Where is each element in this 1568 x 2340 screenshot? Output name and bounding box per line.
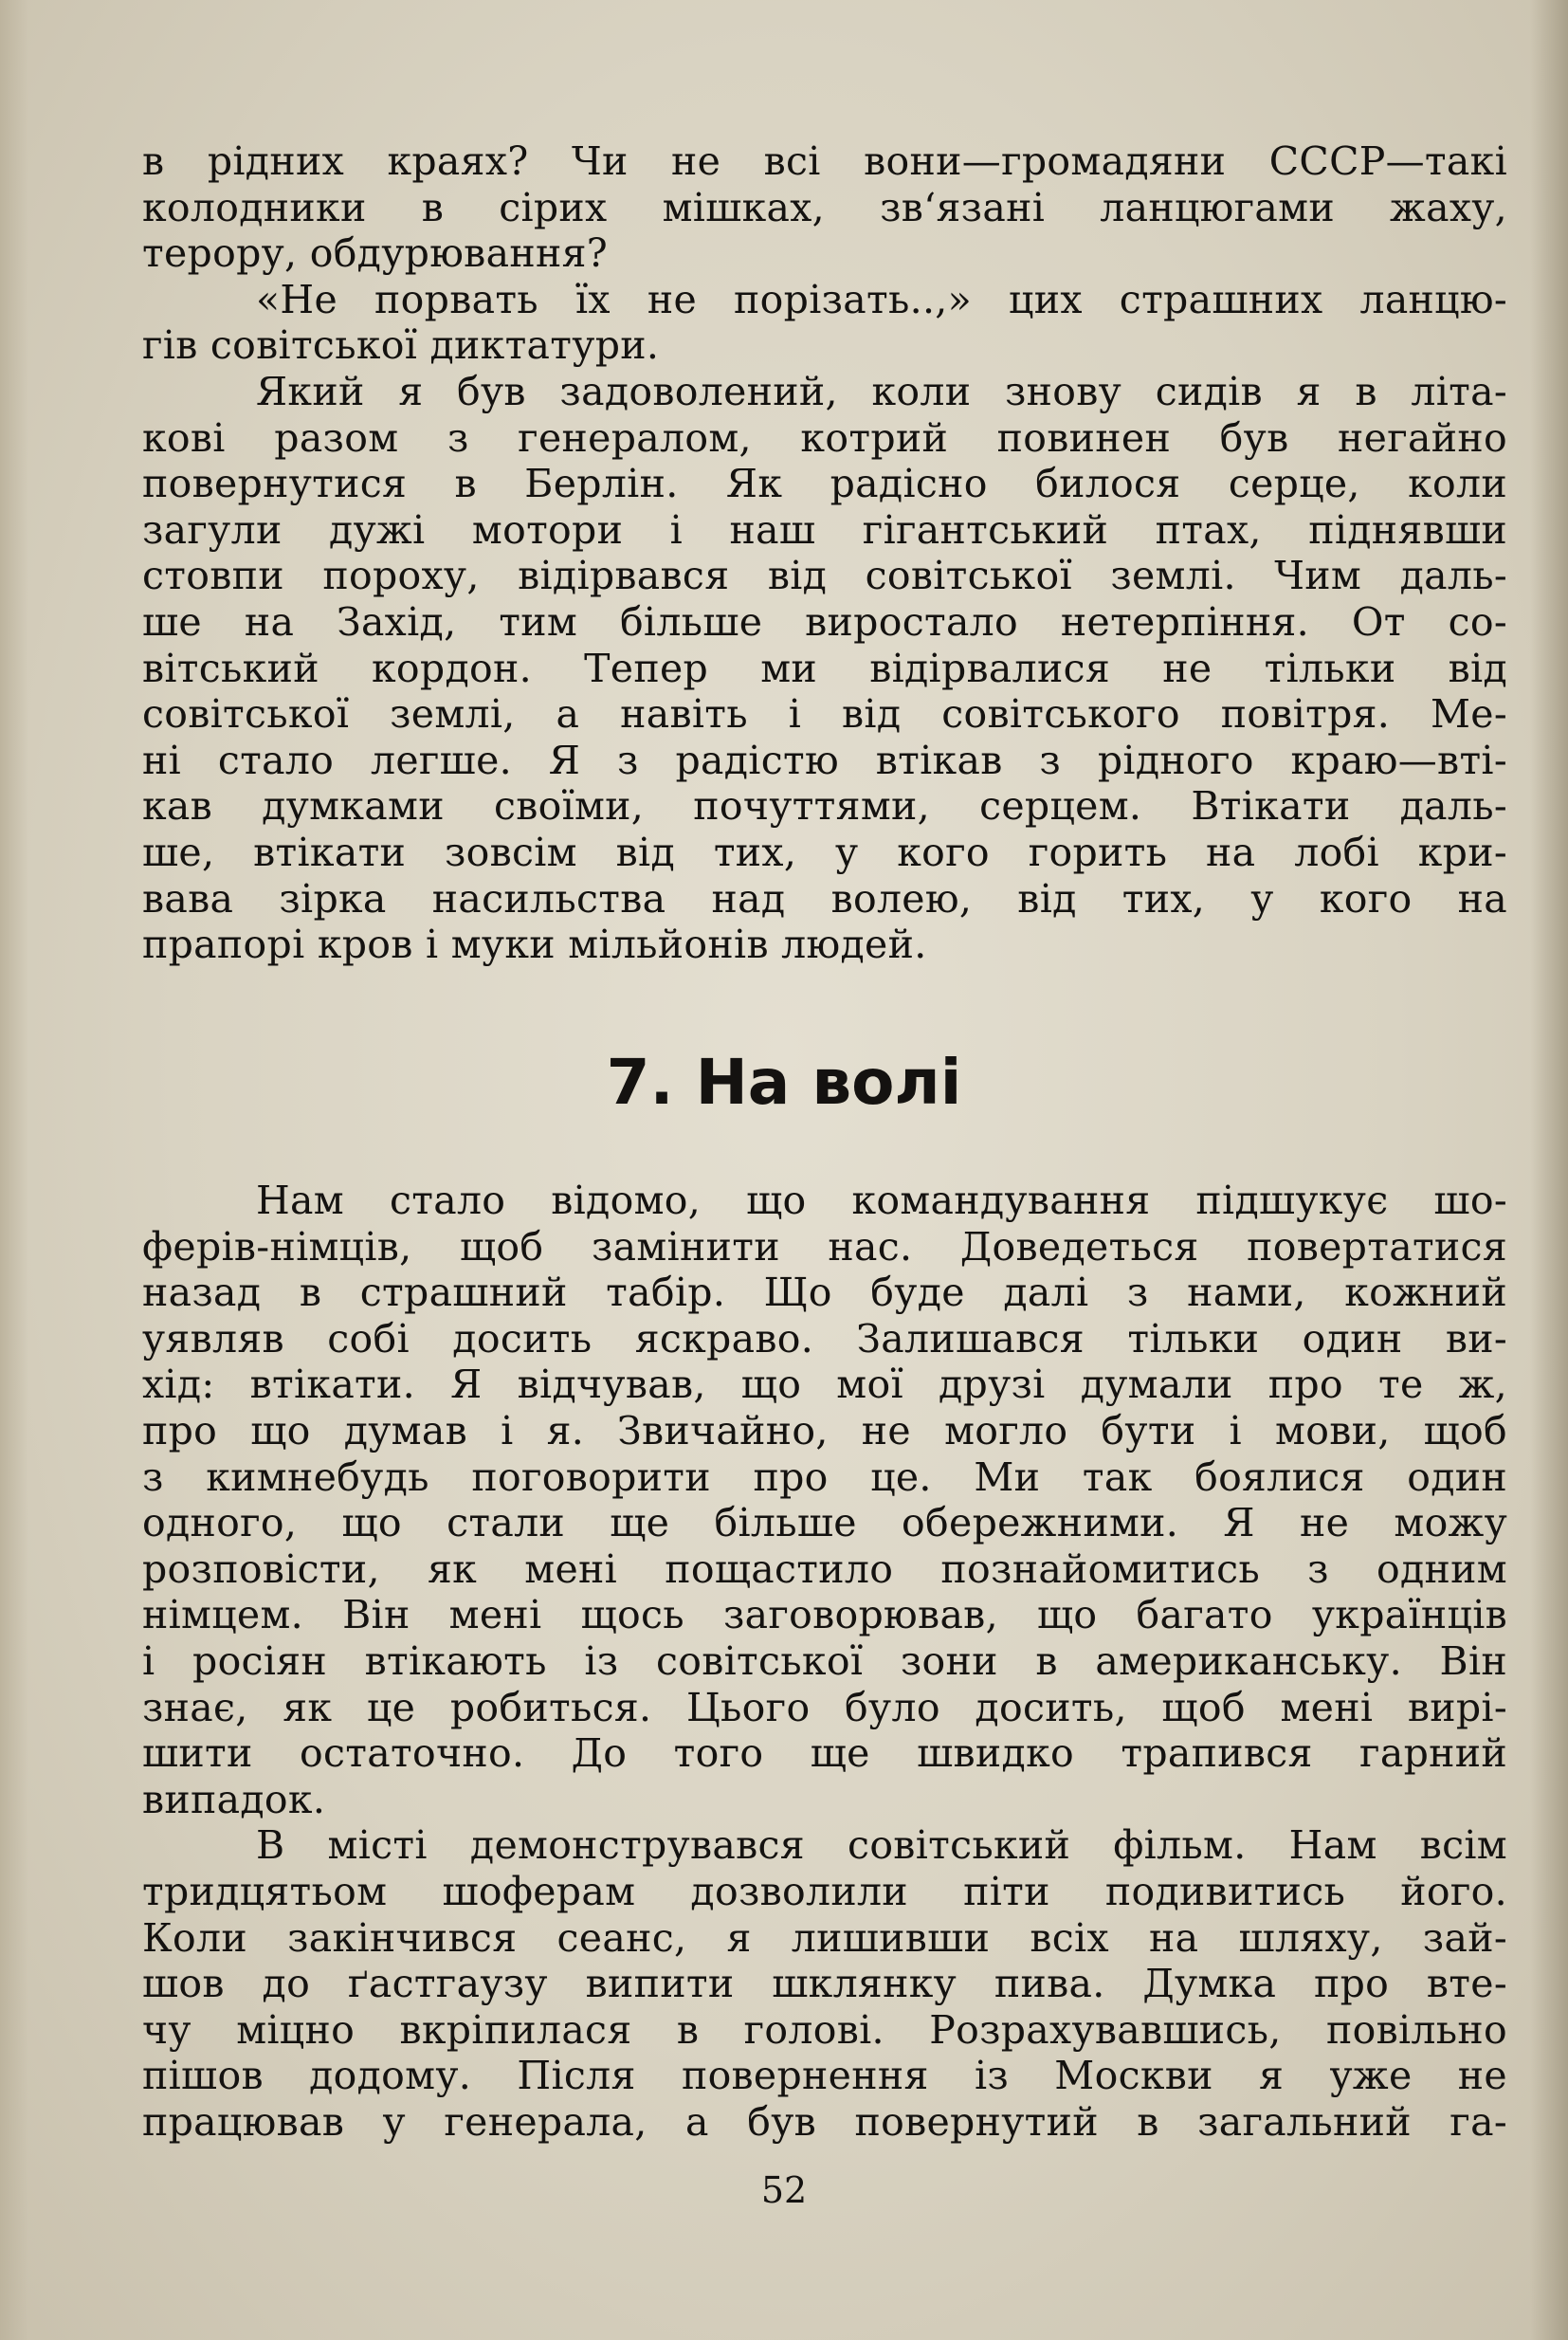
text-line: вава зірка насильства над волею, від тих, у кого на bbox=[142, 875, 1507, 922]
text-line: совітської землі, а навіть і від совітського повітря. Ме- bbox=[142, 691, 1507, 738]
text-line: ні стало легше. Я з радістю втікав з рідного краю—вті- bbox=[142, 737, 1507, 783]
text-line: випадок. bbox=[142, 1776, 326, 1822]
text-line: розповісти, як мені пощастило познайомитись з одним bbox=[142, 1545, 1507, 1592]
text-line: хід: втікати. Я відчував, що мої друзі думали про те ж, bbox=[142, 1362, 1507, 1408]
text-line: ше, втікати зовсім від тих, у кого горить на лобі кри- bbox=[142, 829, 1507, 875]
text-line: і росіян втікають із совітської зони в американську. Він bbox=[142, 1637, 1507, 1684]
page-shadow-right bbox=[1530, 0, 1568, 2340]
text-line: в рідних краях? Чи не всі вони—громадяни СССР—такі bbox=[142, 138, 1507, 184]
text-line: колодники в сірих мішках, зв‘язані ланцюгами жаху, bbox=[142, 184, 1507, 230]
chapter-heading: 7. На волі bbox=[606, 1046, 962, 1119]
page-number: 52 bbox=[760, 2169, 808, 2211]
text-line: з кимнебудь поговорити про це. Ми так боялися один bbox=[142, 1453, 1507, 1500]
text-line: Який я був задоволений, коли знову сидів я в літа- bbox=[256, 368, 1507, 414]
text-line: тридцятьом шоферам дозволили піти подивитись його. bbox=[142, 1868, 1507, 1914]
text-line: працював у генерала, а був повернутий в загальний га- bbox=[142, 2098, 1507, 2145]
text-line: уявляв собі досить яскраво. Залишався тільки один ви- bbox=[142, 1315, 1507, 1362]
text-line: стовпи пороху, відірвався від совітської землі. Чим даль- bbox=[142, 553, 1507, 599]
text-line: гів совітської диктатури. bbox=[142, 322, 660, 369]
text-line: кав думками своїми, почуттями, серцем. Втікати даль- bbox=[142, 783, 1507, 830]
text-line: чу міцно вкріпилася в голові. Розрахувавшись, повільно bbox=[142, 2006, 1507, 2053]
text-block-chapter-7 bbox=[142, 1178, 1507, 2145]
text-line: Коли закінчився сеанс, я лишивши всіх на шляху, зай- bbox=[142, 1914, 1507, 1961]
text-line: знає, як це робиться. Цього було досить, щоб мені вирі- bbox=[142, 1684, 1507, 1730]
text-line: В місті демонструвався совітський фільм. Нам всім bbox=[256, 1822, 1507, 1869]
text-line: вітський кордон. Тепер ми відірвалися не тільки від bbox=[142, 645, 1507, 691]
text-line: повернутися в Берлін. Як радісно билося серце, коли bbox=[142, 461, 1507, 507]
text-line: Нам стало відомо, що командування підшукує шо- bbox=[256, 1178, 1507, 1223]
text-line: назад в страшний табір. Що буде далі з нами, кожний bbox=[142, 1270, 1507, 1316]
text-line: шов до ґастгаузу випити шклянку пива. Думка про вте- bbox=[142, 1961, 1507, 2007]
text-line: ше на Захід, тим більше виростало нетерпіння. От со- bbox=[142, 598, 1507, 645]
text-line: «Не порвать їх не порізать..,» цих страшних ланцю- bbox=[256, 276, 1507, 322]
text-line: пішов додому. Після повернення із Москви я уже не bbox=[142, 2053, 1507, 2099]
text-line: прапорі кров і муки мільйонів людей. bbox=[142, 922, 927, 968]
text-line: про що думав і я. Звичайно, не могло бути і мови, щоб bbox=[142, 1407, 1507, 1453]
text-line: кові разом з генералом, котрий повинен був негайно bbox=[142, 414, 1507, 461]
text-line: загули дужі мотори і наш гігантський птах, піднявши bbox=[142, 506, 1507, 553]
text-line: німцем. Він мені щось заговорював, що багато українців bbox=[142, 1592, 1507, 1638]
page-shadow-left bbox=[0, 0, 28, 2340]
text-line: терору, обдурювання? bbox=[142, 230, 609, 277]
text-line: ферів-німців, щоб замінити нас. Доведеться повертатися bbox=[142, 1223, 1507, 1270]
text-line: одного, що стали ще більше обережними. Я не можу bbox=[142, 1500, 1507, 1546]
text-line: шити остаточно. До того ще швидко трапився гарний bbox=[142, 1730, 1507, 1777]
text-block-previous-chapter bbox=[142, 138, 1507, 968]
